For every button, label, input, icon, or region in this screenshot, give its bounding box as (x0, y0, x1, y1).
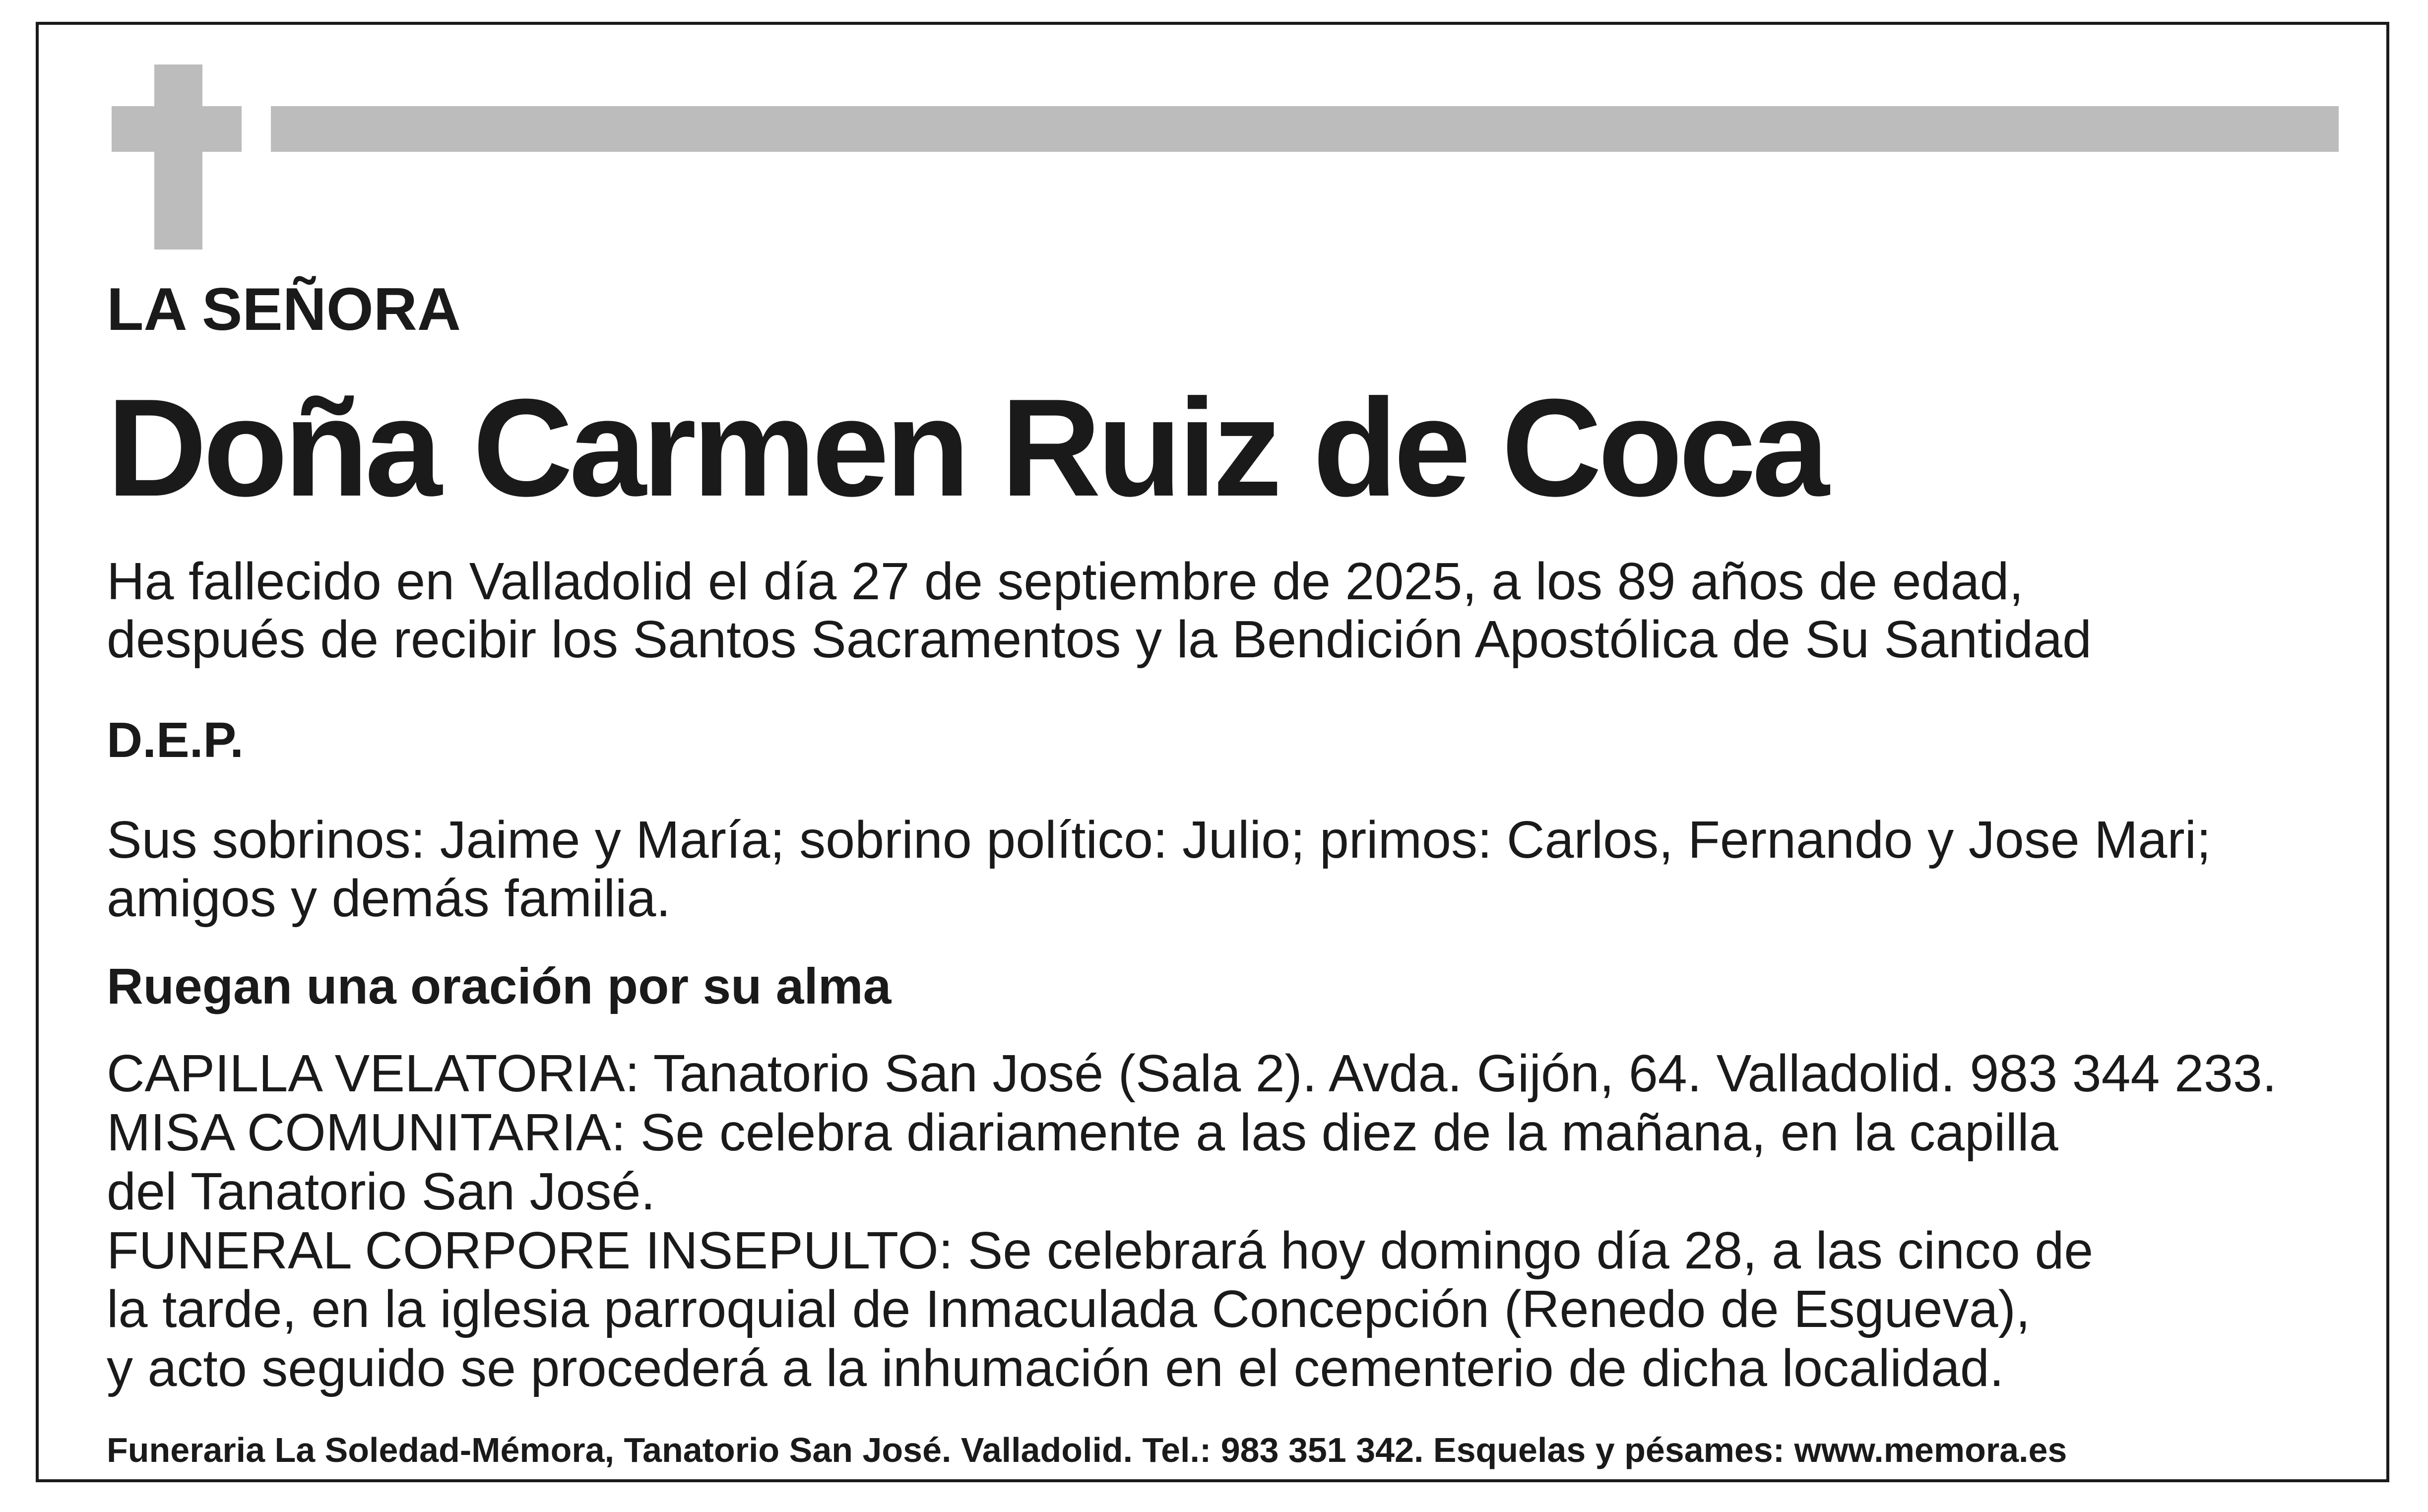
family-line: Sus sobrinos: Jaime y María; sobrino político: Julio; primos: Carlos, Fernando y Jose Mari; (107, 810, 2211, 869)
notice-body (107, 273, 2339, 1398)
services-line: FUNERAL CORPORE INSEPULTO: Se celebrará hoy domingo día 28, a las cinco de (107, 1221, 2094, 1280)
services-line: MISA COMUNITARIA: Se celebra diariamente a las diez de la mañana, en la capilla (107, 1103, 2058, 1162)
family-line: amigos y demás familia. (107, 869, 671, 928)
footer-credits: Funeraria La Soledad-Mémora, Tanatorio San José. Valladolid. Tel.: 983 351 342. Esquelas y pésames: www.memora.es (107, 1431, 2067, 1469)
honorific: LA SEÑORA (107, 275, 461, 343)
header-rule (271, 106, 2339, 152)
announcement (107, 553, 2339, 668)
deceased-name: Doña Carmen Ruiz de Coca (107, 371, 1826, 526)
family-list (107, 811, 2339, 928)
services-line: del Tanatorio San José. (107, 1162, 655, 1221)
prayer-request: Ruegan una oración por su alma (107, 958, 892, 1015)
services-line: y acto seguido se procederá a la inhumación en el cementerio de dicha localidad. (107, 1339, 2004, 1397)
services-info (107, 1044, 2339, 1397)
cross-horizontal-bar (112, 106, 242, 152)
services-line: la tarde, en la iglesia parroquial de Inmaculada Concepción (Renedo de Esgueva), (107, 1280, 2031, 1339)
rip-label: D.E.P. (107, 712, 244, 768)
services-line: CAPILLA VELATORIA: Tanatorio San José (Sala 2). Avda. Gijón, 64. Valladolid. 983 344 233. (107, 1044, 2277, 1103)
announcement-line: Ha fallecido en Valladolid el día 27 de septiembre de 2025, a los 89 años de edad, (107, 552, 2024, 611)
cross-vertical-bar (154, 64, 202, 250)
announcement-line: después de recibir los Santos Sacramentos y la Bendición Apostólica de Su Santidad (107, 610, 2092, 669)
